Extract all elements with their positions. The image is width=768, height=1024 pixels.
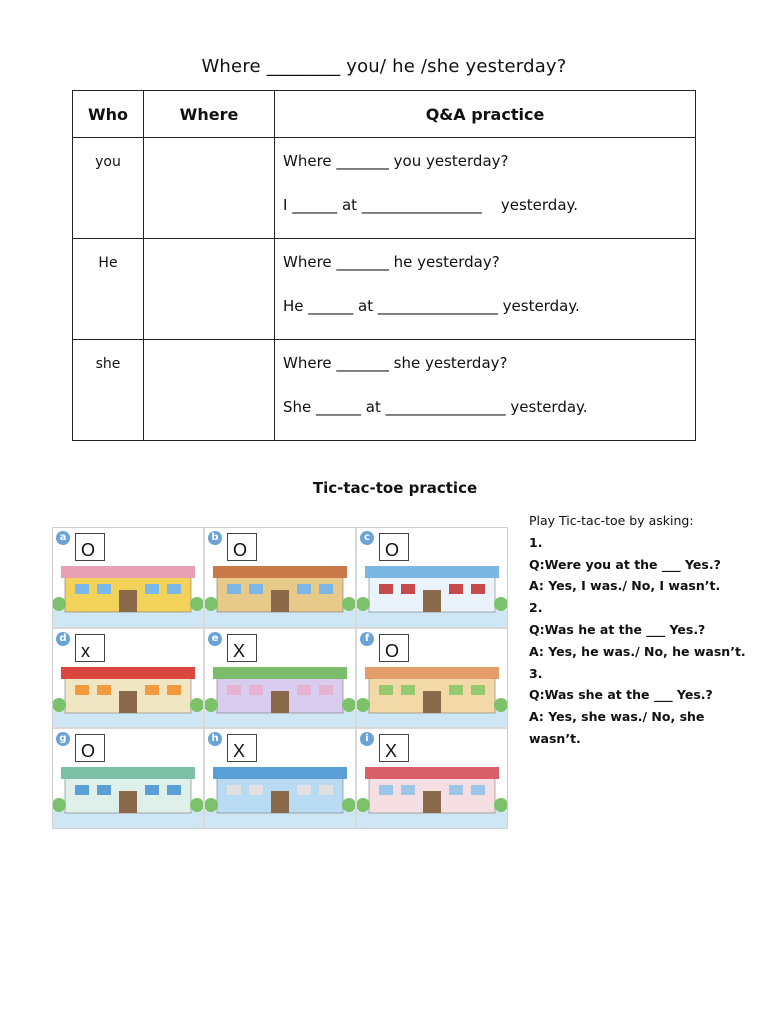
where-answer-cell[interactable] [144, 239, 275, 340]
instruction-line: 1. [529, 534, 543, 550]
cell-mark: O [233, 540, 248, 560]
question-line: Where _______ he yesterday? [283, 253, 500, 271]
instruction-line: A: Yes, he was./ No, he wasn’t. [529, 643, 746, 659]
cell-mark: O [385, 640, 400, 661]
cell-mark: X [233, 640, 246, 661]
instruction-line: A: Yes, I was./ No, I wasn’t. [529, 578, 721, 594]
instructions [529, 510, 749, 750]
tictactoe-cell-h[interactable] [205, 729, 355, 828]
tictactoe-board [52, 527, 508, 829]
table-row [73, 239, 696, 340]
cell-mark: O [385, 540, 400, 560]
cell-mark: X [233, 741, 246, 762]
instruction-line: Q:Was he at the ___ Yes.? [529, 621, 706, 637]
tictactoe-title: Tic-tac-toe practice [312, 479, 478, 497]
cell-letter-badge: d [56, 632, 70, 646]
tictactoe-cell-i[interactable] [357, 729, 507, 828]
tictactoe-cell-f[interactable] [357, 629, 507, 728]
cell-letter-badge: h [208, 732, 222, 746]
header-where: Where [144, 91, 275, 138]
who-cell: He [73, 239, 144, 340]
header-qa: Q&A practice [275, 91, 696, 138]
tictactoe-cell-c[interactable] [357, 528, 507, 627]
answer-line: I ______ at ________________ yesterday. [283, 196, 579, 214]
instruction-line: Q:Were you at the ___ Yes.? [529, 556, 721, 572]
cell-mark: X [385, 741, 398, 762]
worksheet-title: Where ________ you/ he /she yesterday? [201, 56, 567, 77]
tictactoe-cell-a[interactable] [53, 528, 203, 627]
cell-letter-badge: b [208, 531, 222, 545]
tictactoe-cell-d[interactable] [53, 629, 203, 728]
qa-table [72, 90, 696, 441]
qa-cell [275, 138, 696, 239]
instruction-line: 2. [529, 600, 543, 616]
tictactoe-cell-g[interactable] [53, 729, 203, 828]
tictactoe-cell-b[interactable] [205, 528, 355, 627]
cell-letter-badge: c [360, 531, 374, 545]
cell-letter-badge: g [56, 732, 70, 746]
tictactoe-cell-e[interactable] [205, 629, 355, 728]
instruction-line: A: Yes, she was./ No, she [529, 709, 705, 725]
table-row [73, 340, 696, 441]
cell-mark: O [81, 741, 96, 762]
qa-cell [275, 340, 696, 441]
question-line: Where _______ she yesterday? [283, 354, 508, 372]
cell-mark: O [81, 540, 96, 560]
where-answer-cell[interactable] [144, 340, 275, 441]
instruction-line: 3. [529, 665, 543, 681]
header-who: Who [73, 91, 144, 138]
answer-line: He ______ at ________________ yesterday. [283, 297, 580, 315]
mark-box[interactable] [75, 634, 105, 662]
cell-letter-badge: a [56, 531, 70, 545]
who-cell: you [73, 138, 144, 239]
instruction-line: wasn’t. [529, 730, 581, 746]
cell-letter-badge: i [360, 732, 374, 746]
cell-letter-badge: f [360, 632, 374, 646]
qa-cell [275, 239, 696, 340]
answer-line: She ______ at ________________ yesterday. [283, 398, 588, 416]
cell-mark: x [81, 640, 90, 661]
table-row [73, 138, 696, 239]
instruction-line: Q:Was she at the ___ Yes.? [529, 687, 713, 703]
instruction-line: Play Tic-tac-toe by asking: [529, 513, 694, 528]
cell-letter-badge: e [208, 632, 222, 646]
question-line: Where _______ you yesterday? [283, 152, 509, 170]
where-answer-cell[interactable] [144, 138, 275, 239]
who-cell: she [73, 340, 144, 441]
table-header-row [73, 91, 696, 138]
